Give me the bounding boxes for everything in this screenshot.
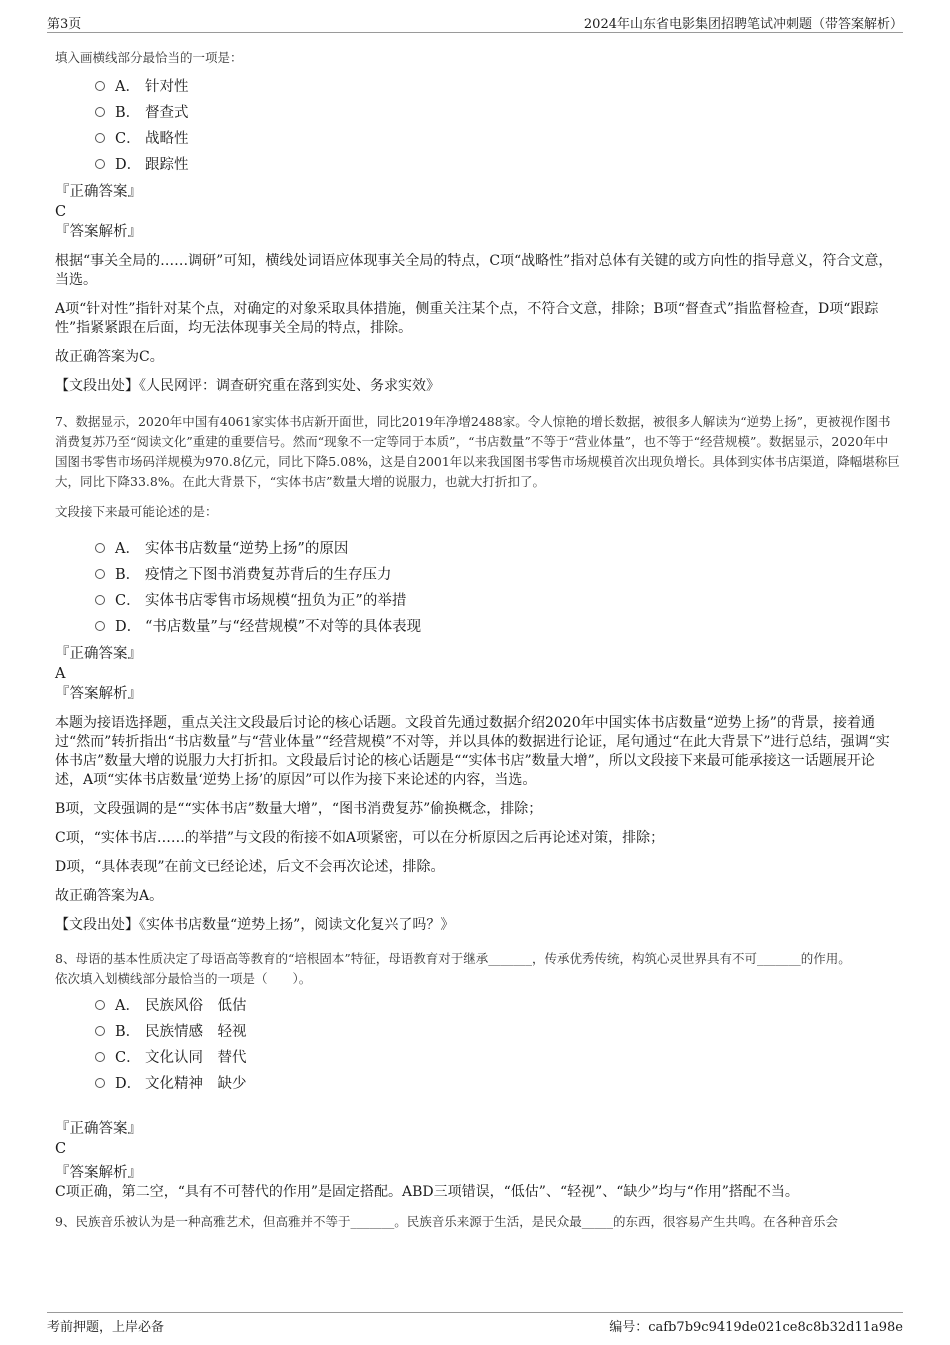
q7-analysis-1: 本题为接语选择题，重点关注文段最后讨论的核心话题。文段首先通过数据介绍2020年中国实体书店数量“逆势上扬”的背景，接着通过“然而”转折指出“书店数量”与“营业体量”“经营规模”不对等，并以具体的数据进行论证，尾句通过“在此大背景下”进行总结，强调“实体书店”数量大增的说服力大打折扣。文段最后讨论的核心话题是““实体书店”数量大增”，所以文段接下来最可能承接这一话题展开论述，A项“实体书店数量‘逆势上扬’的原因”可以作为接下来论述的内容，当选。	[55, 715, 890, 788]
radio-icon[interactable]	[95, 569, 105, 579]
q7-options	[95, 536, 900, 640]
q8-analysis-1: C项正确，第二空，“具有不可替代的作用”是固定搭配。ABD三项错误，“低估”、“轻视”、“缺少”均与“作用”搭配不当。	[55, 1184, 799, 1200]
correct-answer-label: 『正确答案』	[55, 184, 142, 200]
q6-option-c[interactable]: C． 战略性	[95, 126, 900, 152]
radio-icon[interactable]	[95, 81, 105, 91]
q6-analysis-3: 故正确答案为C。	[55, 349, 164, 365]
document-title: 2024年山东省电影集团招聘笔试冲刺题（带答案解析）	[583, 17, 903, 32]
q7-analysis-5: 故正确答案为A。	[55, 888, 164, 904]
footer-slogan: 考前押题，上岸必备	[47, 1320, 165, 1335]
q6-option-d[interactable]: D． 跟踪性	[95, 152, 900, 178]
page-number: 第3页	[47, 17, 82, 32]
q7-prompt: 文段接下来最可能论述的是：	[55, 504, 218, 519]
document-code: 编号：cafb7b9c9419de021ce8c8b32d11a98e	[609, 1320, 903, 1335]
q7-option-d[interactable]: D． “书店数量”与“经营规模”不对等的具体表现	[95, 614, 900, 640]
q8-prompt: 依次填入划横线部分最恰当的一项是（ ）。	[55, 971, 312, 986]
q7-stem: 7、数据显示，2020年中国有4061家实体书店新开面世，同比2019年净增2488家。令人惊艳的增长数据，被很多人解读为“逆势上扬”，更被视作图书消费复苏乃至“阅读文化”重建的重要信号。然而“现象不一定等同于本质”，“书店数量”不等于“营业体量”，也不等于“经营规模”。数据显示，2020年中国图书零售市场码洋规模为970.8亿元，同比下降5.08%，这是自2001年以来我国图书零售市场规模首次出现负增长。具体到实体书店渠道，降幅堪称巨大，同比下降33.8%。在此大背景下，“实体书店”数量大增的说服力，也就大打折扣了。	[55, 414, 900, 489]
analysis-label: 『答案解析』	[55, 686, 142, 702]
q8-stem: 8、母语的基本性质决定了母语高等教育的“培根固本”特征，母语教育对于继承_______，传承优秀传统，构筑心灵世界具有不可_______的作用。	[55, 951, 851, 966]
q6-answer: C	[55, 204, 67, 220]
q7-answer: A	[55, 666, 66, 682]
q6-option-b[interactable]: B． 督查式	[95, 100, 900, 126]
radio-icon[interactable]	[95, 159, 105, 169]
page-header	[47, 10, 903, 33]
correct-answer-label: 『正确答案』	[55, 646, 142, 662]
q8-option-b[interactable]: B． 民族情感 轻视	[95, 1019, 900, 1045]
q8-option-d[interactable]: D． 文化精神 缺少	[95, 1071, 900, 1097]
q6-source: 【文段出处】《人民网评：调查研究重在落到实处、务求实效》	[55, 378, 440, 394]
q7-analysis-4: D项，“具体表现”在前文已经论述，后文不会再次论述，排除。	[55, 859, 445, 875]
page-footer	[47, 1312, 903, 1335]
radio-icon[interactable]	[95, 107, 105, 117]
q6-options	[95, 74, 900, 178]
q7-analysis-3: C项，“实体书店……的举措”与文段的衔接不如A项紧密，可以在分析原因之后再论述对策，排除；	[55, 830, 665, 846]
q8-options	[95, 993, 900, 1097]
q7-option-a[interactable]: A． 实体书店数量“逆势上扬”的原因	[95, 536, 900, 562]
q9-stem: 9、民族音乐被认为是一种高雅艺术，但高雅并不等于_______。民族音乐来源于生活，是民众最_____的东西，很容易产生共鸣。在各种音乐会	[55, 1214, 838, 1229]
radio-icon[interactable]	[95, 1026, 105, 1036]
q7-analysis-2: B项，文段强调的是““实体书店”数量大增”，“图书消费复苏”偷换概念，排除；	[55, 801, 543, 817]
q8-option-c[interactable]: C． 文化认同 替代	[95, 1045, 900, 1071]
q6-analysis-1: 根据“事关全局的……调研”可知，横线处词语应体现事关全局的特点，C项“战略性”指对总体有关键的或方向性的指导意义，符合文意，当选。	[55, 253, 893, 288]
analysis-label: 『答案解析』	[55, 1165, 142, 1181]
q8-answer: C	[55, 1141, 67, 1157]
q6-option-a[interactable]: A． 针对性	[95, 74, 900, 100]
q7-option-c[interactable]: C． 实体书店零售市场规模“扭负为正”的举措	[95, 588, 900, 614]
q7-option-b[interactable]: B． 疫情之下图书消费复苏背后的生存压力	[95, 562, 900, 588]
radio-icon[interactable]	[95, 1052, 105, 1062]
document-body	[55, 48, 900, 1232]
radio-icon[interactable]	[95, 595, 105, 605]
q6-stem: 填入画横线部分最恰当的一项是：	[55, 50, 243, 65]
radio-icon[interactable]	[95, 1000, 105, 1010]
radio-icon[interactable]	[95, 133, 105, 143]
analysis-label: 『答案解析』	[55, 224, 142, 240]
radio-icon[interactable]	[95, 543, 105, 553]
correct-answer-label: 『正确答案』	[55, 1121, 142, 1137]
radio-icon[interactable]	[95, 621, 105, 631]
q6-analysis-2: A项“针对性”指针对某个点，对确定的对象采取具体措施，侧重关注某个点，不符合文意，排除；B项“督查式”指监督检查，D项“跟踪性”指紧紧跟在后面，均无法体现事关全局的特点，排除。	[55, 301, 879, 336]
q7-source: 【文段出处】《实体书店数量“逆势上扬”，阅读文化复兴了吗？》	[55, 917, 455, 933]
radio-icon[interactable]	[95, 1078, 105, 1088]
q8-option-a[interactable]: A． 民族风俗 低估	[95, 993, 900, 1019]
